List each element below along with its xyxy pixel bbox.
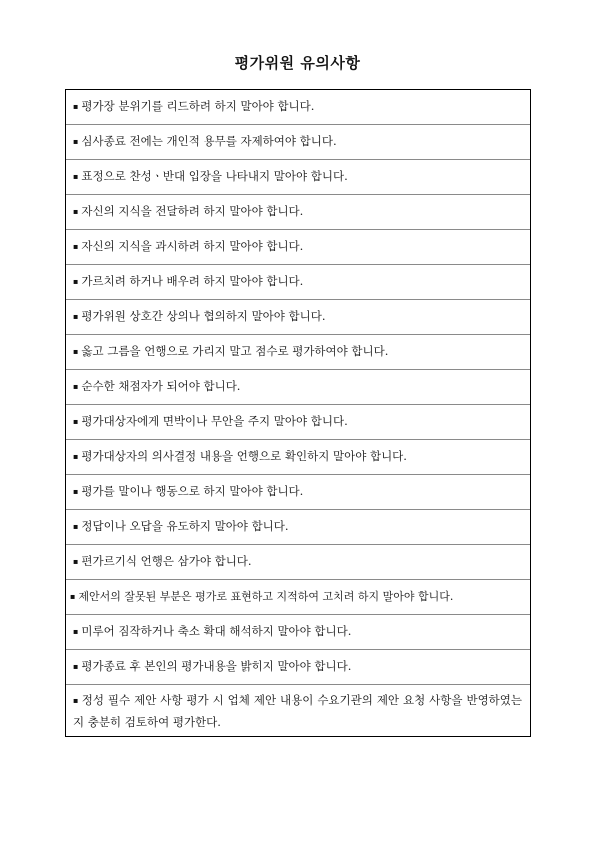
list-item bbox=[66, 125, 530, 160]
bullet-icon: ▪ bbox=[73, 172, 79, 181]
bullet-icon: ▪ bbox=[73, 487, 79, 496]
item-text: 정성 필수 제안 사항 평가 시 업체 제안 내용이 수요기관의 제안 요청 사항을 반영하였는지 충분히 검토하여 평가한다. bbox=[73, 692, 522, 729]
list-item bbox=[66, 160, 530, 195]
list-item bbox=[66, 335, 530, 370]
bullet-icon: ▪ bbox=[73, 417, 79, 426]
item-text: 제안서의 잘못된 부분은 평가로 표현하고 지적하여 고치려 하지 말아야 합니다. bbox=[78, 589, 454, 603]
list-item bbox=[66, 580, 530, 615]
list-item bbox=[66, 405, 530, 440]
bullet-icon: ▪ bbox=[73, 695, 79, 705]
list-item bbox=[66, 475, 530, 510]
item-text: 옳고 그름을 언행으로 가리지 말고 점수로 평가하여야 합니다. bbox=[81, 344, 389, 358]
list-item bbox=[66, 685, 530, 736]
page-title: 평가위원 유의사항 bbox=[234, 54, 361, 72]
list-item bbox=[66, 650, 530, 685]
item-text: 자신의 지식을 과시하려 하지 말아야 합니다. bbox=[81, 239, 304, 253]
item-text: 순수한 채점자가 되어야 합니다. bbox=[81, 379, 241, 393]
item-text: 정답이나 오답을 유도하지 말아야 합니다. bbox=[81, 519, 289, 533]
item-text: 평가대상자의 의사결정 내용을 언행으로 확인하지 말아야 합니다. bbox=[81, 449, 407, 463]
bullet-icon: ▪ bbox=[73, 452, 79, 461]
bullet-icon: ▪ bbox=[73, 522, 79, 531]
list-item bbox=[66, 615, 530, 650]
bullet-icon: ▪ bbox=[73, 557, 79, 566]
item-text: 평가종료 후 본인의 평가내용을 밝히지 말아야 합니다. bbox=[81, 659, 352, 673]
bullet-icon: ▪ bbox=[73, 347, 79, 356]
bullet-icon: ▪ bbox=[73, 137, 79, 146]
item-text: 미루어 짐작하거나 축소 확대 해석하지 말아야 합니다. bbox=[81, 624, 352, 638]
bullet-icon: ▪ bbox=[73, 382, 79, 391]
list-item bbox=[66, 510, 530, 545]
item-text: 편가르기식 언행은 삼가야 합니다. bbox=[81, 554, 252, 568]
list-item bbox=[66, 545, 530, 580]
list-item bbox=[66, 265, 530, 300]
item-text: 평가장 분위기를 리드하려 하지 말아야 합니다. bbox=[81, 99, 315, 113]
item-text: 평가위원 상호간 상의나 협의하지 말아야 합니다. bbox=[81, 309, 326, 323]
item-text: 심사종료 전에는 개인적 용무를 자제하여야 합니다. bbox=[81, 134, 337, 148]
item-text: 가르치려 하거나 배우려 하지 말아야 합니다. bbox=[81, 274, 304, 288]
bullet-icon: ▪ bbox=[73, 662, 79, 671]
list-item bbox=[66, 370, 530, 405]
list-item bbox=[66, 230, 530, 265]
item-text: 표정으로 찬성ㆍ반대 입장을 나타내지 말아야 합니다. bbox=[81, 169, 348, 183]
bullet-icon: ▪ bbox=[73, 312, 79, 321]
guidelines-table bbox=[65, 89, 531, 737]
item-text: 평가대상자에게 면박이나 무안을 주지 말아야 합니다. bbox=[81, 414, 348, 428]
bullet-icon: ▪ bbox=[73, 207, 79, 216]
list-item bbox=[66, 90, 530, 125]
bullet-icon: ▪ bbox=[73, 242, 79, 251]
bullet-icon: ▪ bbox=[73, 627, 79, 636]
item-text: 자신의 지식을 전달하려 하지 말아야 합니다. bbox=[81, 204, 304, 218]
bullet-icon: ▪ bbox=[73, 102, 79, 111]
item-text: 평가를 말이나 행동으로 하지 말아야 합니다. bbox=[81, 484, 304, 498]
list-item bbox=[66, 300, 530, 335]
list-item bbox=[66, 195, 530, 230]
list-item bbox=[66, 440, 530, 475]
bullet-icon: ▪ bbox=[73, 277, 79, 286]
bullet-icon: ▪ bbox=[70, 591, 76, 601]
